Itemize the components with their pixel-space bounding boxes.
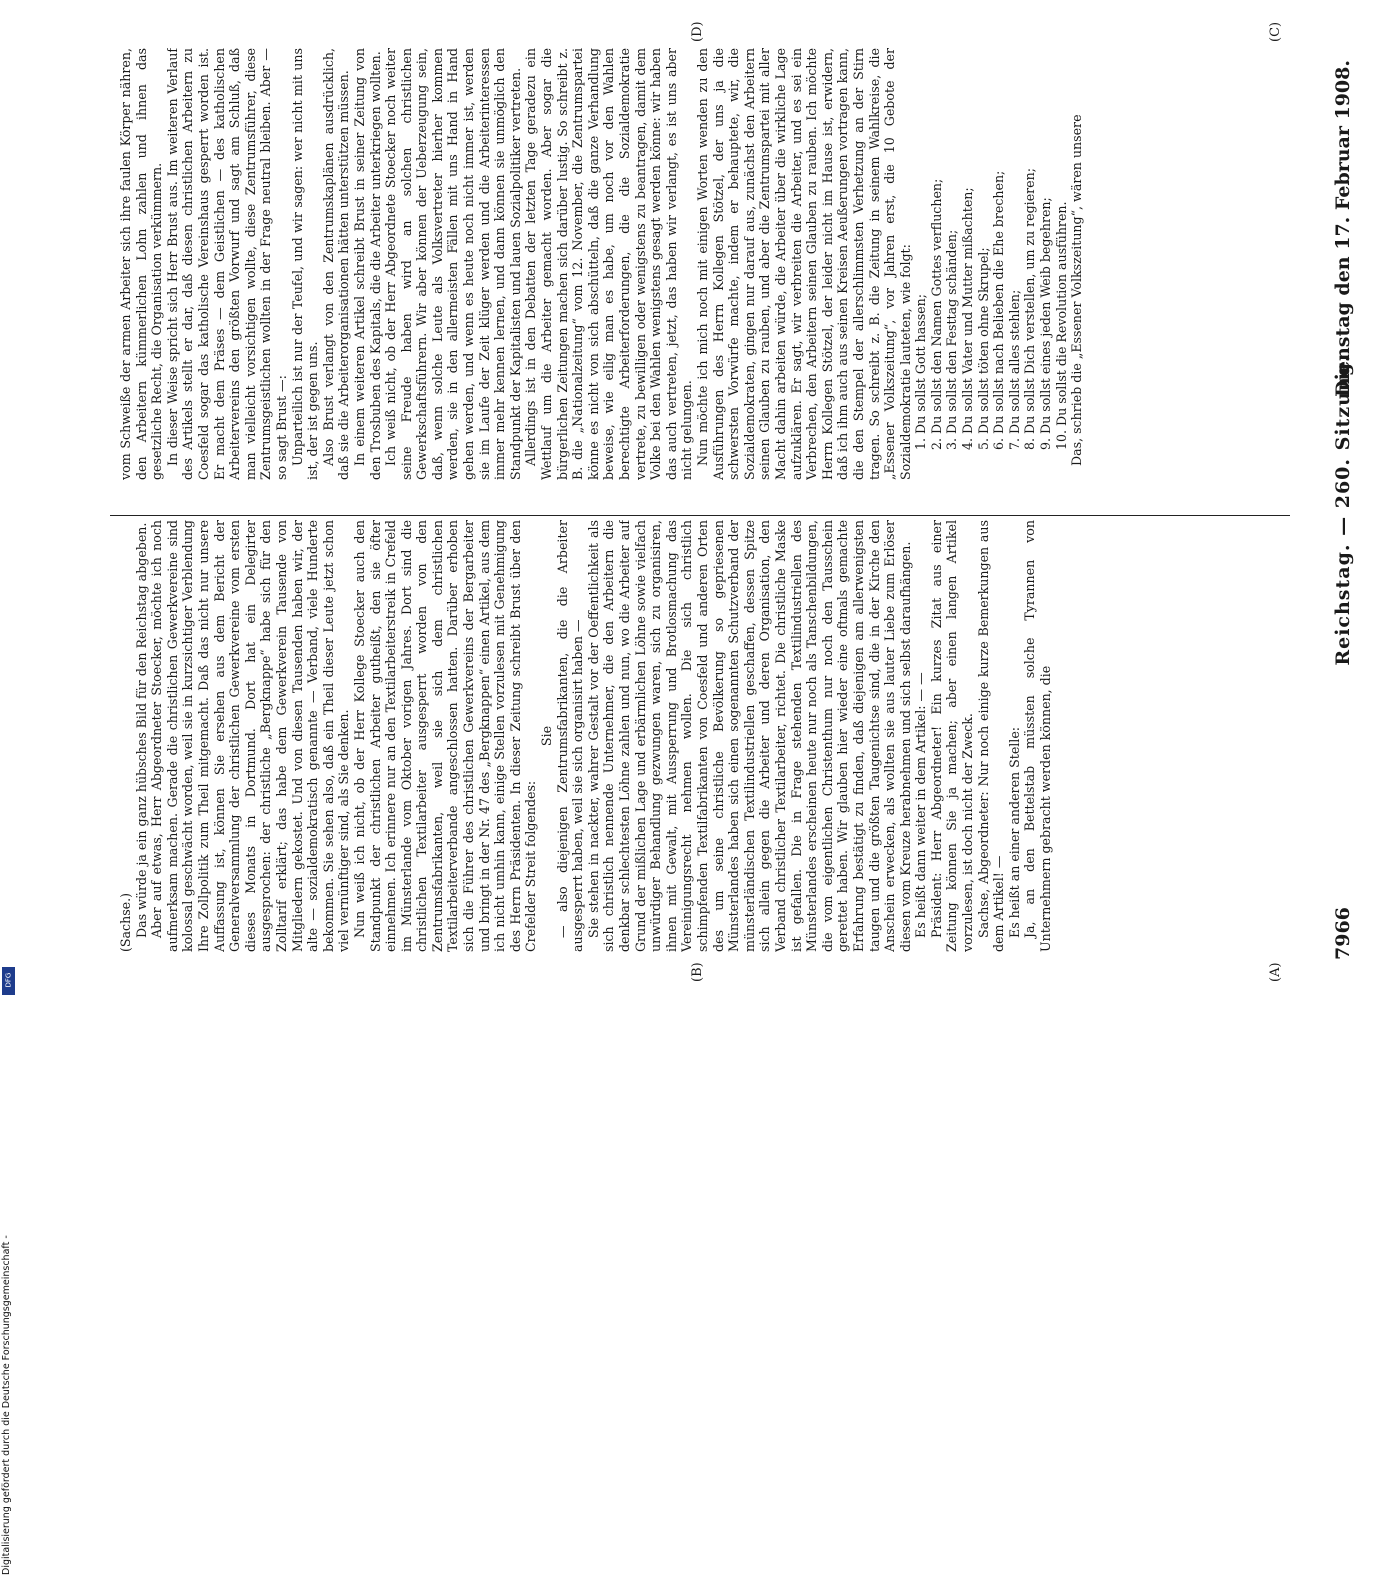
speaker-remark: Sachse, Abgeordneter: Nur noch einige kurze Bemerkungen aus dem Artikel! — — [975, 520, 1007, 952]
commandment-item: 3. Du sollst den Festtag schänden; — [944, 229, 960, 450]
page-title: Reichstag. — 260. Sitzung. — [1332, 354, 1354, 666]
quotation: vom Schweiße der armen Arbeiter sich ihre faulen Körper nähren, den Arbeitern kümmerlichen Lohn zahlen und ihnen das gesetzliche Recht, die Organisation verkümmern. — [118, 48, 165, 480]
commandment-item: 10. Du sollst die Revolution ausführen. — [1053, 201, 1069, 450]
paragraph: Das würde ja ein ganz hübsches Bild für den Reichstag abgeben. — [133, 522, 149, 938]
margin-marker-c: (C) — [1268, 21, 1283, 42]
commandment-item: 4. Du sollst Vater und Mutter mißachten; — [960, 187, 976, 450]
quotation: Sie stehen in nackter, wahrer Gestalt vor der Oeffentlichkeit als sich christlich nennende Unternehmer, die den Arbeitern die denkbar schlechtesten Löhne zahlen und nun, wo die Arbeiter auf Grund der mißlichen Lage und erbärmlichen Löhne sowie vielfach unwürdiger Behandlung gezwungen waren, sich zu organisiren, ihnen mit Gewalt, mit Aussperrung und Brotlosmachung das Vereinigungsrecht nehmen wollen. Die sich christlich schimpfenden Textilfabrikanten von Coesfeld und anderen Orten des um seine christliche Bevölkerung so gepriesenen Münsterlandes haben sich einen sogenannten Schutzverband der münsterländischen Textilindustriellen geschaffen, dessen Spitze sich allein gegen die Arbeiter und deren Organisation, den Verband christlicher Textilarbeiter, richtet. Die christliche Maske ist gefallen. Die in Frage stehenden Textilindustriellen des Münsterlandes erscheinen heute nur noch als Tanschenbildungen, die vom eigentlichen Christenthum nur noch den Tausschein gerettet haben. Wir glauben hier wieder eine oftmals gemachte Erfahrung bestätigt zu finden, daß diejenigen am allerwenigsten taugen und die größten Taugenichtse sind, die in der Kirche den Anschein erwecken, als wollten sie aus lauter Liebe zum Erlöser diesen vom Kreuze herabnehmen und sich selbst daraufhängen. — [585, 520, 913, 952]
margin-marker-d: (D) — [690, 21, 705, 42]
commandment-item: 5. Du sollst töten ohne Skrupel; — [975, 247, 991, 450]
president-remark: Präsident: Herr Abgeordneter! Ein kurzes Zitat aus einer Zeitung können Sie ja machen; aber einen langen Artikel vorzulesen, ist doch nicht der Zweck. — [928, 520, 976, 952]
dfg-logo-text: DFG — [4, 972, 13, 988]
left-column — [118, 520, 1298, 952]
paragraph: Also Brust verlangt von den Zentrumskaplänen ausdrücklich, daß sie die Arbeiterorganisationen hätten unterstützen müssen. — [320, 48, 352, 480]
page-number: 7966 — [1332, 907, 1354, 960]
commandment-item: 6. Du sollst nach Belieben die Ehe brechen; — [991, 170, 1007, 450]
paragraph: Es heißt dann weiter in dem Artikel: — — — [913, 672, 929, 938]
footer-strip — [0, 575, 18, 1575]
paragraph: Das, schrieb die „Essener Volkszeitung“, wären unsere — [1069, 114, 1085, 466]
quotation: Ja, an den Bettelstab müssten solche Tyrannen von Unternehmern gebracht werden können, die — [1022, 520, 1054, 952]
page-date: Dienstag den 17. Februar 1908. — [1332, 60, 1354, 397]
paragraph: Aber auf etwas, Herr Abgeordneter Stoecker, möchte ich noch aufmerksam machen. Gerade die christlichen Gewerkvereine sind kolossal geschwächt worden, weil sie in kurzsichtiger Verblendung Ihre Zollpolitik zum Theil mitgemacht. Daß das nicht nur unsere Auffassung ist, können Sie ersehen aus dem Bericht der Generalversammlung der christlichen Gewerkvereine vom ersten dieses Monats in Dortmund. Dort hat ein Delegirter ausgesprochen: der christliche „Bergknappe“ habe sich für den Zolltarif erklärt; das habe dem Gewerkverein Tausende von Mitgliedern gekostet. Und von diesen Tausenden haben wir, der alte — sozialdemokratisch genannte — Verband, viele Hunderte bekommen. Sie sehen also, daß ein Theil dieser Leute jetzt schon viel vernünftiger sind, als Sie denken. — [149, 520, 352, 952]
paragraph: In dieser Weise spricht sich Herr Brust aus. Im weiteren Verlauf des Artikels stellt er dar, daß diesen christlichen Arbeitern zu Coesfeld sogar das katholische Vereinshaus gesperrt worden ist. Er macht dem Präses — dem Geistlichen — des katholischen Arbeitervereins den größten Vorwurf und sagt am Schluß, daß man vielleicht vorsichtigen wollte, diese Zentrumsführer, diese Zentrumsgeistlichen wollten in der Frage neutral bleiben. Aber — so sagt Brust —: — [164, 48, 289, 480]
digitization-note: Digitalisierung gefördert durch die Deutsche Forschungsgemeinschaft - — [1, 1235, 12, 1575]
margin-marker-b: (B) — [690, 962, 705, 982]
right-column — [118, 48, 1298, 480]
page-header — [1312, 60, 1372, 960]
commandment-item: 8. Du sollst Dich verstellen, um zu regieren; — [1022, 168, 1038, 450]
margin-marker-a: (A) — [1268, 962, 1283, 982]
paragraph: Nun weiß ich nicht, ob der Herr Kollege Stoecker auch den Standpunkt der christlichen Arbeiter gutheißt, den sie öfter einnehmen. Ich erinnere nur an den Textilarbeiterstreik in Crefeld im Münsterlande vom Oktober vorigen Jahres. Dort sind die christlichen Textilarbeiter ausgesperrt worden von den Zentrumsfabrikanten, weil sie sich dem christlichen Textilarbeiterverbande angeschlossen hatten. Darüber erhoben sich die Führer des christlichen Gewerkvereins der Bergarbeiter und bringt in der Nr. 47 des „Bergknappen“ einen Artikel, aus dem ich nicht umhin kann, einige Stellen vorzulesen mit Genehmigung des Herrn Präsidenten. In dieser Zeitung schreibt Brust über den Crefelder Streit folgendes: — [351, 520, 539, 952]
column-divider — [110, 515, 1290, 516]
dfg-logo — [2, 967, 15, 995]
commandment-item: 9. Du sollst eines jeden Weib begehren; — [1038, 197, 1054, 450]
commandment-item: 2. Du sollst den Namen Gottes verfluchen; — [928, 178, 944, 450]
paragraph: Sie — [539, 725, 555, 747]
paragraph: Ich weiß nicht, ob der Herr Abgeordnete Stoecker noch weiter seine Freude haben wird an solchen christlichen Gewerkschaftsführern. Wir aber können der Ueberzeugung sein, daß, wenn solche Leute als Volksvertreter hierher kommen werden, sie in den allermeisten Fällen mit uns Hand in Hand gehen werden, und wenn es heute noch nicht immer ist, werden sie im Laufe der Zeit klüger werden und die Arbeiterinteressen immer mehr kennen lernen, und dann können sie unmöglich den Standpunkt der Kapitalisten und lauen Sozialpolitiker vertreten. — [383, 48, 523, 480]
quotation: Unparteilich ist nur der Teufel, und wir sagen: wer nicht mit uns ist, der ist gegen uns. — [289, 48, 321, 480]
speaker-tag: (Sachse.) — [118, 892, 133, 952]
paragraph: — also diejenigen Zentrumsfabrikanten, die die Arbeiter ausgesperrt haben, weil sie sich organisirt haben — — [554, 520, 586, 952]
paragraph: Es heißt an einer anderen Stelle: — [1006, 726, 1022, 938]
paragraph: In einem weiteren Artikel schreibt Brust in seiner Zeitung von den Trosbuben des Kapitals, die die Arbeiter unterkriegen wollten. — [351, 48, 383, 480]
paragraph: Allerdings ist in den Debatten der letzten Tage geradezu ein Wettlauf um die Arbeiter gemacht worden. Aber sogar die bürgerlichen Zeitungen machen sich darüber lustig. So schreibt z. B. die „Nationalzeitung“ vom 12. November, die Zentrumspartei könne es nicht von sich abschütteln, daß die ganze Verhandlung beweise, wie eilig man es habe, um noch vor den Wahlen berechtigte Arbeiterforderungen, die die Sozialdemokratie vertrete, zu bewilligen oder wenigstens zu beantragen, damit dem Volke bei den Wahlen wenigstens gesagt werden könne: wir haben das auch vertreten, jetzt, das haben wir verlangt, es ist uns aber nicht gelungen. — [523, 48, 695, 480]
commandment-item: 7. Du sollst alles stehlen; — [1006, 289, 1022, 450]
commandment-item: 1. Du sollst Gott hassen; — [913, 294, 929, 450]
paragraph: Nun möchte ich mich noch mit einigen Worten wenden zu den Ausführungen des Herrn Kollegen Stötzel, der uns ja die schwersten Vorwürfe machte, indem er behauptete, wir, die Sozialdemokraten, gingen nur darauf aus, zunächst den Arbeitern seinen Glauben zu rauben, und aber die Zentrumspartei mit aller Macht dahin arbeiten würde, die Arbeiter über die wirkliche Lage aufzuklären. Er sagt, wir verbreiten die Arbeiter, und es sei ein Verbrechen, den Arbeitern seinen Glauben zu rauben. Ich möchte Herrn Kollegen Stötzel, der leider nicht im Hause ist, erwidern, daß ich ihm auch aus seinen Kreisen Aeußerungen vortragen kann, die den Stempel der allerschlimmsten Verhetzung an der Stirn tragen. So schreibt z. B. die Zeitung in seinem Wahlkreise, die „Essener Volkszeitung“, vor Jahren erst, die 10 Gebote der Sozialdemokratie lauteten, wie folgt: — [694, 48, 913, 480]
